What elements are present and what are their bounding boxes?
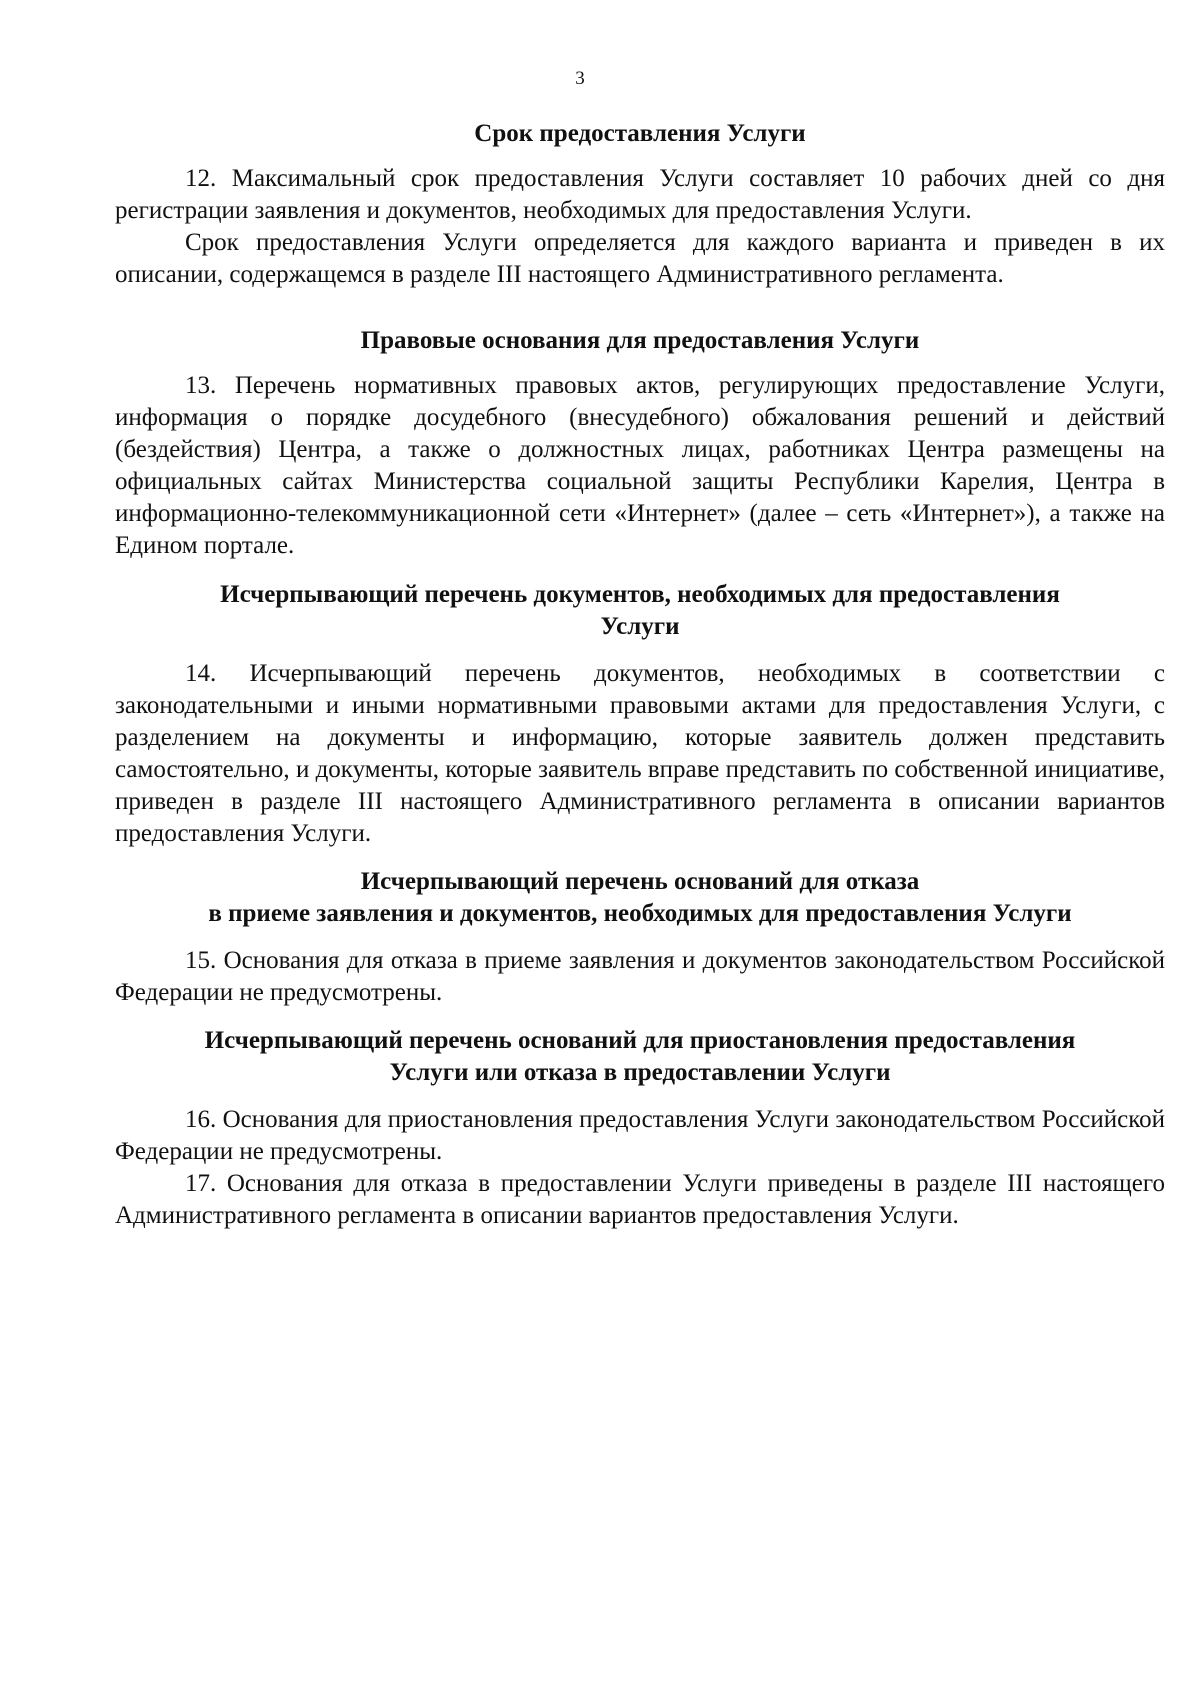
section-heading-documents: [115, 579, 1165, 643]
paragraph-12-cont: Срок предоставления Услуги определяется для каждого варианта и приведен в их описании, содержащемся в разделе III настоящего Административного регламента.: [115, 229, 1165, 288]
paragraph-12: 12. Максимальный срок предоставления Услуги составляет 10 рабочих дней со дня регистрации заявления и документов, необходимых для предоставления Услуги.: [115, 165, 1165, 224]
paragraph-14: 14. Исчерпывающий перечень документов, необходимых в соответствии с законодательными и иными нормативными правовыми актами для предоставления Услуги, с разделением на документы и информацию, которые заявитель должен представить самостоятельно, и документы, которые заявитель вправе представить по собственной инициативе, приведен в разделе III настоящего Административного регламента в описании вариантов предоставления Услуги.: [115, 660, 1165, 847]
heading-line: в приеме заявления и документов, необходимых для предоставления Услуги: [208, 900, 1072, 927]
paragraph-17: 17. Основания для отказа в предоставлении Услуги приведены в разделе III настоящего Административного регламента в описании вариантов предоставления Услуги.: [115, 1170, 1165, 1229]
paragraph-13: 13. Перечень нормативных правовых актов, регулирующих предоставление Услуги, информация о порядке досудебного (внесудебного) обжалования решений и действий (бездействия) Центра, а также о должностных лицах, работниках Центра размещены на официальных сайтах Министерства социальной защиты Республики Карелия, Центра в информационно-телекоммуникационной сети «Интернет» (далее – сеть «Интернет»), а также на Едином портале.: [115, 372, 1165, 559]
heading-line: Услуги: [600, 613, 680, 640]
heading-line: Услуги или отказа в предоставлении Услуги: [389, 1059, 891, 1086]
section-heading-suspension: [115, 1025, 1165, 1089]
heading-line: Исчерпывающий перечень документов, необходимых для предоставления: [220, 581, 1060, 608]
paragraph-16: 16. Основания для приостановления предоставления Услуги законодательством Российской Федерации не предусмотрены.: [115, 1106, 1165, 1165]
page-number: 3: [575, 68, 585, 89]
heading-line: Правовые основания для предоставления Услуги: [360, 327, 920, 354]
heading-line: Исчерпывающий перечень оснований для приостановления предоставления: [204, 1027, 1076, 1054]
heading-line: Срок предоставления Услуги: [474, 120, 806, 147]
paragraph-15: 15. Основания для отказа в приеме заявления и документов законодательством Российской Федерации не предусмотрены.: [115, 947, 1165, 1006]
document-body: [115, 118, 1165, 1232]
section-heading-legal-basis: [115, 325, 1165, 357]
heading-line: Исчерпывающий перечень оснований для отказа: [360, 868, 920, 895]
section-heading-refusal-acceptance: [115, 866, 1165, 930]
section-heading-term: [115, 118, 1165, 150]
